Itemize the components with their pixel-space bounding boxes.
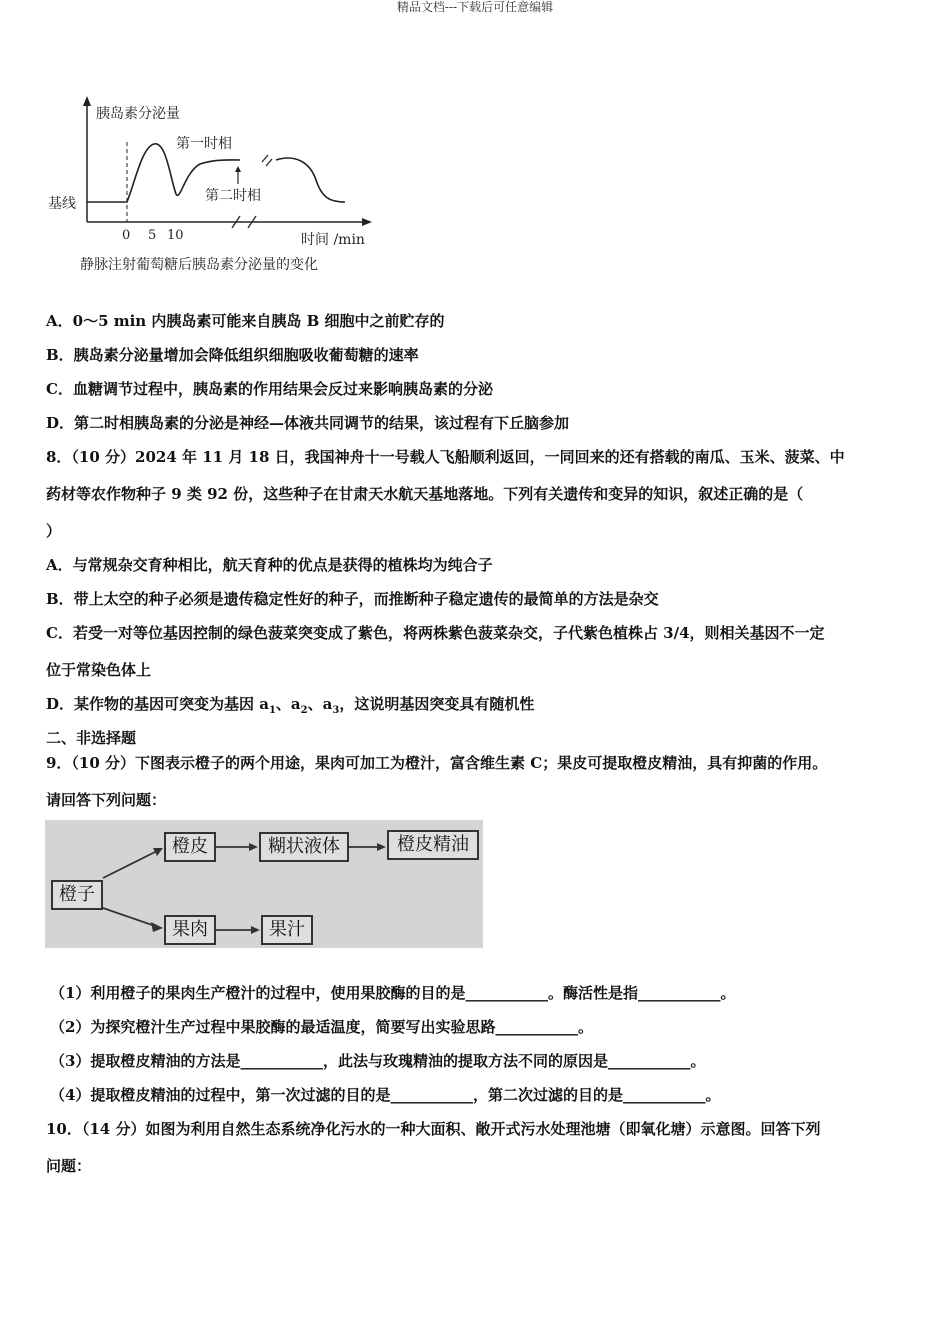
q9-sub3: （3）提取橙皮精油的方法是___________，此法与玫瑰精油的提取方法不同的原因是___________。 bbox=[50, 1052, 706, 1070]
baseline-label: 基线 bbox=[48, 196, 76, 212]
q8-stem-line3: ） bbox=[46, 522, 62, 540]
q9-sub1: （1）利用橙子的果肉生产橙汁的过程中，使用果胶酶的目的是___________。酶活性是指___________。 bbox=[50, 984, 736, 1002]
section-heading: 二、非选择题 bbox=[46, 729, 137, 747]
q8-option-c-line2: 位于常染色体上 bbox=[46, 661, 152, 679]
flow-node-peel: 橙皮 bbox=[164, 832, 216, 862]
phase2-arrowhead bbox=[235, 166, 241, 172]
subscript-2: 2 bbox=[300, 705, 308, 716]
q8-option-c-line1: C．若受一对等位基因控制的绿色菠菜突变成了紫色，将两株紫色菠菜杂交，子代紫色植株占 3/4，则相关基因不一定 bbox=[46, 624, 825, 642]
y-axis-arrow bbox=[83, 96, 91, 106]
q7-option-a: A．0～5 min 内胰岛素可能来自胰岛 B 细胞中之前贮存的 bbox=[46, 312, 445, 330]
q9-sub2: （2）为探究橙汁生产过程中果胶酶的最适温度，简要写出实验思路___________。 bbox=[50, 1018, 593, 1036]
arrowhead bbox=[251, 926, 260, 934]
x-tick-0: 0 bbox=[122, 228, 131, 243]
flow-node-pulp: 果肉 bbox=[164, 915, 216, 945]
q7-option-d: D．第二时相胰岛素的分泌是神经—体液共同调节的结果，该过程有下丘脑参加 bbox=[46, 414, 570, 432]
arrowhead bbox=[249, 843, 258, 851]
q8-option-a: A．与常规杂交育种相比，航天育种的优点是获得的植株均为纯合子 bbox=[46, 556, 493, 574]
flow-node-juice: 果汁 bbox=[261, 915, 313, 945]
insulin-secretion-figure bbox=[40, 92, 380, 282]
q9-stem-line2: 请回答下列问题： bbox=[46, 791, 167, 809]
x-tick-10: 10 bbox=[167, 228, 184, 243]
page-header: 精品文档---下载后可任意编辑 bbox=[396, 0, 554, 14]
subscript-1: 1 bbox=[268, 705, 276, 716]
q8-option-d-sep2: 、a bbox=[307, 695, 333, 713]
x-axis-label: 时间 /min bbox=[301, 232, 365, 248]
figure-caption: 静脉注射葡萄糖后胰岛素分泌量的变化 bbox=[80, 257, 318, 273]
x-tick-5: 5 bbox=[148, 228, 157, 243]
q7-option-c: C．血糖调节过程中，胰岛素的作用结果会反过来影响胰岛素的分泌 bbox=[46, 380, 493, 398]
x-axis-arrow bbox=[362, 218, 372, 226]
arrowhead bbox=[377, 843, 386, 851]
q8-option-d-suffix: ，这说明基因突变具有随机性 bbox=[339, 695, 535, 713]
y-axis-label: 胰岛素分泌量 bbox=[96, 106, 180, 122]
q9-sub4: （4）提取橙皮精油的过程中，第一次过滤的目的是___________，第二次过滤的目的是___________。 bbox=[50, 1086, 721, 1104]
q10-stem-line2: 问题： bbox=[46, 1157, 92, 1175]
curve-break bbox=[262, 155, 268, 162]
q10-stem-line1: 10．（14 分）如图为利用自然生态系统净化污水的一种大面积、敞开式污水处理池塘（即氧化塘）示意图。回答下列 bbox=[46, 1120, 821, 1138]
q8-stem-line1: 8．（10 分）2024 年 11 月 18 日，我国神舟十一号载人飞船顺利返回，一同回来的还有搭载的南瓜、玉米、菠菜、中 bbox=[46, 448, 845, 466]
orange-flow-diagram bbox=[45, 820, 483, 948]
q8-option-d-prefix: D．某作物的基因可突变为基因 a bbox=[46, 695, 269, 713]
arrow-orange-to-pulp bbox=[103, 908, 155, 926]
phase1-label: 第一时相 bbox=[176, 136, 232, 152]
flow-node-orange: 橙子 bbox=[51, 880, 103, 910]
curve-break bbox=[266, 159, 272, 166]
flow-node-oil: 橙皮精油 bbox=[387, 830, 479, 860]
arrowhead bbox=[151, 922, 163, 932]
q8-option-b: B．带上太空的种子必须是遗传稳定性好的种子，而推断种子稳定遗传的最简单的方法是杂交 bbox=[46, 590, 659, 608]
flow-node-paste: 糊状液体 bbox=[259, 832, 349, 862]
secretion-curve-tail bbox=[276, 158, 345, 202]
subscript-3: 3 bbox=[332, 705, 340, 716]
q8-stem-line2: 药材等农作物种子 9 类 92 份，这些种子在甘肃天水航天基地落地。下列有关遗传和变异的知识，叙述正确的是（ bbox=[46, 485, 804, 503]
q7-option-b: B．胰岛素分泌量增加会降低组织细胞吸收葡萄糖的速率 bbox=[46, 346, 419, 364]
q8-option-d-sep1: 、a bbox=[275, 695, 301, 713]
q8-option-d bbox=[46, 694, 534, 721]
phase2-label: 第二时相 bbox=[205, 188, 261, 204]
q9-stem-line1: 9．（10 分）下图表示橙子的两个用途，果肉可加工为橙汁，富含维生素 C；果皮可提取橙皮精油，具有抑菌的作用。 bbox=[46, 754, 828, 772]
arrow-orange-to-peel bbox=[103, 852, 155, 878]
